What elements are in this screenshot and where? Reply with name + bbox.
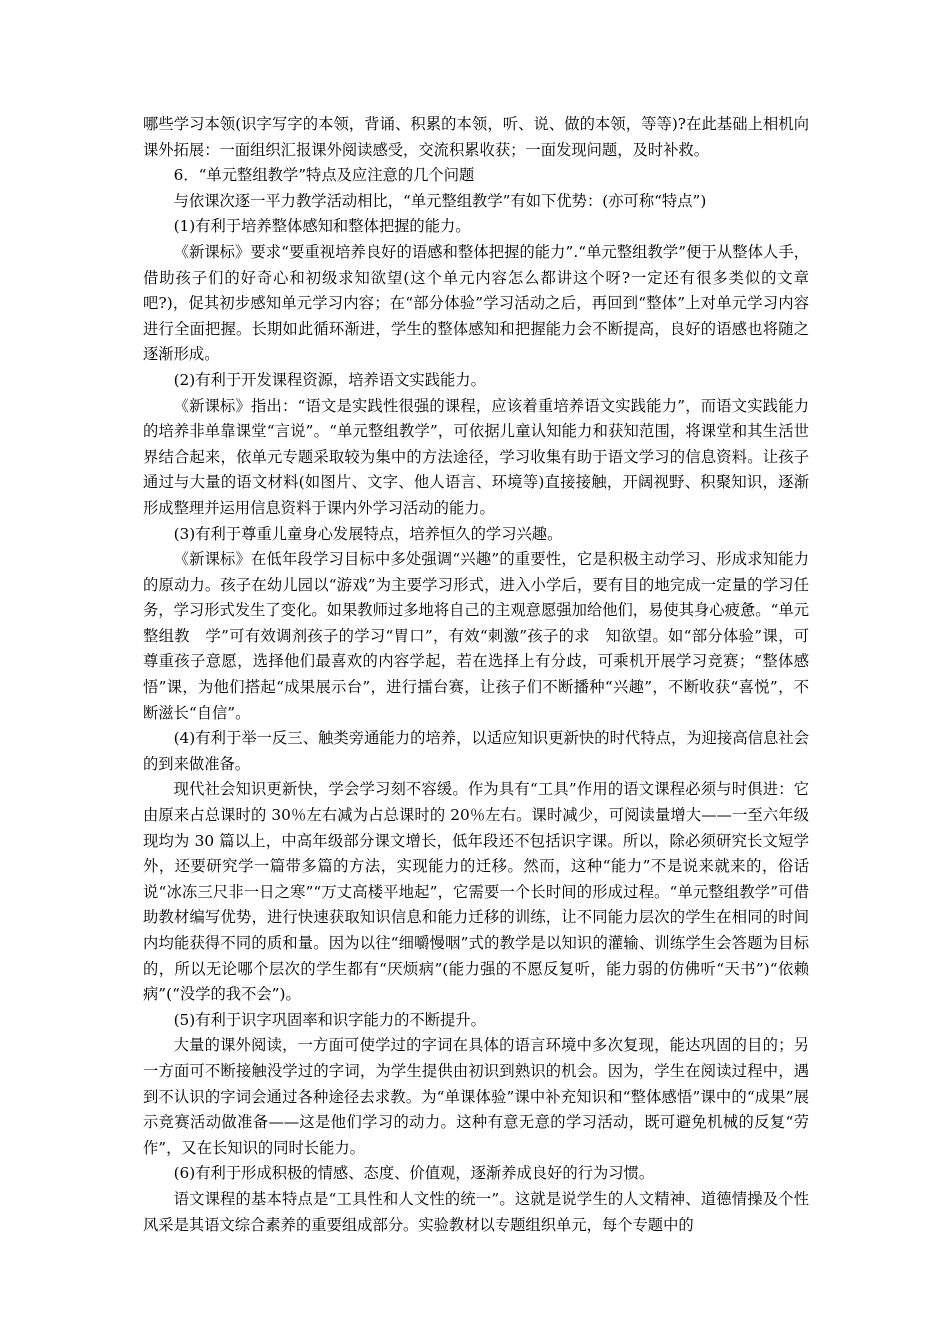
- point-body-1: 《新课标》要求“要重视培养良好的语感和整体把握的能力”.“单元整组教学”便于从整体人手，借助孩子们的好奇心和初级求知欲望(这个单元内容怎么都讲这个呀?一定还有很多类似的文章吧?)，促其初步感知单元学习内容；在“部分体验”学习活动之后，再回到“整体”上对单元学习内容进行全面把握。长期如此循环渐进，学生的整体感知和把握能力会不断提高，良好的语感也将随之逐渐形成。: [143, 242, 809, 364]
- point-body-4: 现代社会知识更新快，学会学习刻不容缓。作为具有“工具”作用的语文课程必须与时俱进：它由原来占总课时的 30％左右减为占总课时的 20％左右。课时减少，可阅读量增大——一至六年级现均为 30 篇以上，中高年级部分课文增长，低年段还不包括识字课。所以，除必须研究长文短学外，还要研究学一篇带多篇的方法，实现能力的迁移。然而，这种“能力”不是说来就来的，俗话说“冰冻三尺非一日之寒”“万丈高楼平地起”，它需要一个长时间的形成过程。“单元整组教学”可借助教材编写优势，进行快速获取知识信息和能力迁移的训练，让不同能力层次的学生在相同的时间内均能获得不同的质和量。因为以往“细嚼慢咽”式的教学是以知识的灌输、训练学生会答题为目标的，所以无论哪个层次的学生都有“厌烦病”(能力强的不愿反复听，能力弱的仿佛听“天书”)“依赖病”(“没学的我不会”)。: [143, 780, 809, 1004]
- point-heading-6: (6)有利于形成积极的情感、态度、价值观，逐渐养成良好的行为习惯。: [173, 1164, 655, 1183]
- point-heading-1: (1)有利于培养整体感知和整体把握的能力。: [173, 217, 471, 236]
- point-heading-3: (3)有利于尊重儿童身心发展特点，培养恒久的学习兴趣。: [173, 524, 563, 543]
- point-heading-4: (4)有利于举一反三、触类旁通能力的培养，以适应知识更新快的时代特点，为迎接高信息社会的到来做准备。: [143, 729, 809, 773]
- paragraph-continuation: 哪些学习本领(识字写字的本领，背诵、积累的本领，听、说、做的本领，等等)?在此基础上相机向课外拓展：一面组织汇报课外阅读感受，交流积累收获；一面发现问题，及时补救。: [143, 115, 809, 159]
- point-heading-5: (5)有利于识字巩固率和识字能力的不断提升。: [173, 1010, 486, 1029]
- section-heading: 6．“单元整组教学”特点及应注意的几个问题: [173, 166, 475, 185]
- point-body-6: 语文课程的基本特点是“工具性和人文性的统一”。这就是说学生的人文精神、道德情操及个性风采是其语文综合素养的重要组成部分。实验教材以专题组织单元，每个专题中的: [143, 1189, 809, 1234]
- paragraph-intro: 与依课次逐一平力教学活动相比，“单元整组教学”有如下优势：(亦可称“特点”): [173, 191, 707, 210]
- point-heading-2: (2)有利于开发课程资源，培养语文实践能力。: [173, 370, 486, 389]
- document-body: [143, 112, 809, 1238]
- point-body-2: 《新课标》指出：“语文是实践性很强的课程，应该着重培养语文实践能力”，而语文实践能力的培养非单靠课堂“言说”。“单元整组教学”，可依据儿童认知能力和获知范围，将课堂和其生活世界结合起来，依单元专题采取较为集中的方法途径，学习收集有助于语文学习的信息资料。让孩子通过与大量的语文材料(如图片、文字、他人语言、环境等)直接接触，开阔视野、积聚知识，逐渐形成整理并运用信息资料于课内外学习活动的能力。: [143, 396, 809, 517]
- point-body-3: 《新课标》在低年段学习目标中多处强调“兴趣”的重要性，它是积极主动学习、形成求知能力的原动力。孩子在幼儿园以“游戏”为主要学习形式，进入小学后，要有目的地完成一定量的学习任务，学习形式发生了变化。如果教师过多地将自己的主观意愿强加给他们，易使其身心疲惫。“单元整组教 学”可有效调剂孩子的学习“胃口”，有效“刺激”孩子的求 知欲望。如“部分体验”课，可尊重孩子意愿，选择他们最喜欢的内容学起，若在选择上有分歧，可乘机开展学习竞赛；“整体感悟”课，为他们搭起“成果展示台”，进行擂台赛，让孩子们不断播种“兴趣”，不断收获“喜悦”，不断滋长“自信”。: [143, 550, 809, 722]
- point-body-5: 大量的课外阅读，一方面可使学过的字词在具体的语言环境中多次复现，能达巩固的目的；另一方面可不断接触没学过的字词，为学生提供由初识到熟识的机会。因为，学生在阅读过程中，遇到不认识的字词会通过各种途径去求教。为“单课体验”课中补充知识和“整体感悟”课中的“成果”展示竞赛活动做准备——这是他们学习的动力。这种有意无意的学习活动，既可避免机械的反复“劳作”，又在长知识的同时长能力。: [143, 1036, 809, 1157]
